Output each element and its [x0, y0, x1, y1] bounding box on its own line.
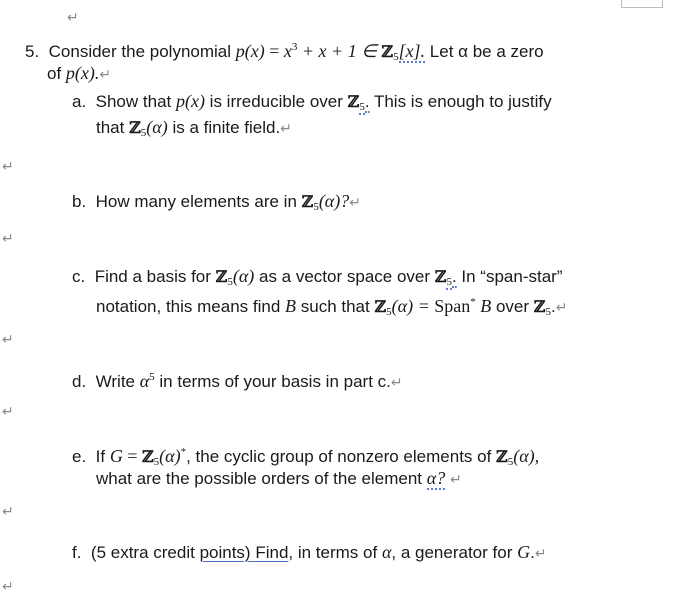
z-symbol: ℤ [496, 447, 508, 466]
poly-x: x [283, 41, 292, 61]
paragraph-mark: ↵ [534, 545, 547, 561]
part-c-l2b: such that [296, 297, 375, 316]
part-e-text: If [95, 447, 110, 466]
z-subscript: 5 [507, 456, 514, 468]
part-f-points: points) [199, 543, 251, 562]
part-b-line1 [72, 190, 361, 218]
part-e-G: G [109, 446, 123, 466]
part-e-l2m: α? [426, 468, 446, 488]
z-subscript: 5 [140, 127, 147, 139]
part-e-l2a: what are the possible orders of the element [96, 469, 427, 488]
margin-paragraph-mark: ↵ [2, 158, 14, 174]
paragraph-mark: ↵ [390, 374, 403, 390]
part-d-exp: 5 [149, 371, 155, 383]
margin-paragraph-mark: ↵ [2, 578, 14, 594]
ring-var: [x]. [398, 41, 426, 61]
part-f-text3: , a generator for [391, 543, 518, 562]
z-subscript: 5 [359, 101, 365, 113]
part-e-star: * [180, 446, 187, 458]
margin-paragraph-mark: ↵ [2, 403, 14, 419]
z-subscript: 5 [153, 456, 160, 468]
z-symbol: ℤ [533, 297, 546, 316]
part-d-text: Write [95, 372, 140, 391]
part-b-math: (α)? [318, 191, 350, 211]
z-subscript: 5 [227, 276, 233, 288]
paragraph-mark: ↵ [349, 194, 361, 210]
z-subscript: 5 [313, 201, 319, 213]
part-e-line2 [96, 467, 462, 490]
part-c-B2: B [475, 296, 492, 316]
problem-number: 5. [25, 42, 40, 61]
margin-paragraph-mark: ↵ [2, 503, 14, 519]
intro-text: Consider the polynomial [48, 42, 232, 61]
margin-paragraph-mark: ↵ [2, 331, 14, 347]
part-a-dot: . [364, 92, 370, 111]
part-a-line1 [72, 90, 552, 118]
margin-paragraph-mark: ↵ [2, 230, 14, 246]
part-a-l2a: that [96, 118, 130, 137]
problem-intro-line2 [47, 62, 111, 85]
z-subscript: 5 [393, 51, 399, 63]
part-d-alpha: α [139, 371, 150, 391]
intro-line2-text: of [47, 64, 66, 83]
part-f-line1 [72, 541, 547, 564]
part-d-text2: in terms of your basis in part c. [154, 372, 391, 391]
part-f-dot: . [530, 543, 535, 562]
part-a-label: a. [72, 92, 87, 111]
part-e-text2: , the cyclic group of nonzero elements of [186, 447, 497, 466]
part-a-text: Show that [95, 92, 176, 111]
paragraph-mark: ↵ [280, 120, 292, 136]
span-star: * [470, 296, 476, 308]
intro-line2-math: p(x). [65, 63, 100, 83]
part-b-label: b. [72, 192, 87, 211]
poly-eq: = [264, 41, 284, 61]
z-subscript: 5 [386, 306, 392, 318]
part-d-line1 [72, 366, 403, 393]
part-c-math: (α) [232, 266, 255, 286]
part-a-l2m: (α) [146, 117, 168, 137]
intro-text-b: Let α be a zero [425, 42, 544, 61]
poly-rest: + x + 1 ∈ [297, 41, 382, 61]
part-a-line2 [96, 116, 292, 144]
span-text: Span [434, 296, 471, 316]
poly-exp: 3 [291, 41, 298, 53]
part-f-G: G [517, 542, 531, 562]
z-symbol: ℤ [434, 267, 447, 286]
part-f-text: (5 extra credit [90, 543, 200, 562]
part-c-l2m: (α) = [391, 296, 435, 316]
part-d-label: d. [72, 372, 87, 391]
part-c-text4: In “span-star” [456, 267, 563, 286]
paragraph-mark: ↵ [99, 66, 112, 82]
part-c-l2a: notation, this means find [96, 297, 286, 316]
part-e-label: e. [72, 447, 87, 466]
part-f-alpha: α [381, 542, 392, 562]
part-e-math: (α) [159, 446, 181, 466]
part-c-text2: as a vector space over [254, 267, 435, 286]
z-symbol: ℤ [374, 297, 387, 316]
poly-lhs: p(x) [235, 41, 265, 61]
part-a-text2: is irreducible over [204, 92, 348, 111]
part-c-line2 [96, 291, 567, 323]
part-c-B: B [285, 296, 297, 316]
z-symbol: ℤ [347, 92, 360, 111]
z-symbol: ℤ [381, 42, 394, 61]
part-a-math: p(x) [175, 91, 205, 111]
part-b-text: How many elements are in [95, 192, 302, 211]
z-symbol: ℤ [141, 447, 154, 466]
paragraph-mark: ↵ [555, 299, 568, 315]
part-f-find: Find [255, 543, 289, 562]
part-c-text: Find a basis for [94, 267, 216, 286]
part-c-l2d: . [550, 297, 556, 316]
part-a-l2b: is a finite field. [167, 118, 281, 137]
z-symbol: ℤ [215, 267, 228, 286]
paragraph-mark: ↵ [449, 471, 462, 487]
part-f-text2: , in terms of [288, 543, 382, 562]
part-c-line1 [72, 265, 562, 293]
part-c-dot: . [451, 267, 457, 286]
z-subscript: 5 [545, 306, 551, 318]
z-subscript: 5 [446, 276, 452, 288]
part-c-label: c. [72, 267, 86, 286]
part-c-l2c: over [491, 297, 534, 316]
page-corner-mark [621, 0, 663, 8]
part-a-text4: This is enough to justify [369, 92, 552, 111]
paragraph-mark: ↵ [67, 9, 79, 25]
part-e-eq: = [122, 446, 142, 466]
part-e-math2: (α), [513, 446, 540, 466]
z-symbol: ℤ [129, 118, 141, 137]
part-f-label: f. [72, 543, 82, 562]
z-symbol: ℤ [301, 192, 314, 211]
